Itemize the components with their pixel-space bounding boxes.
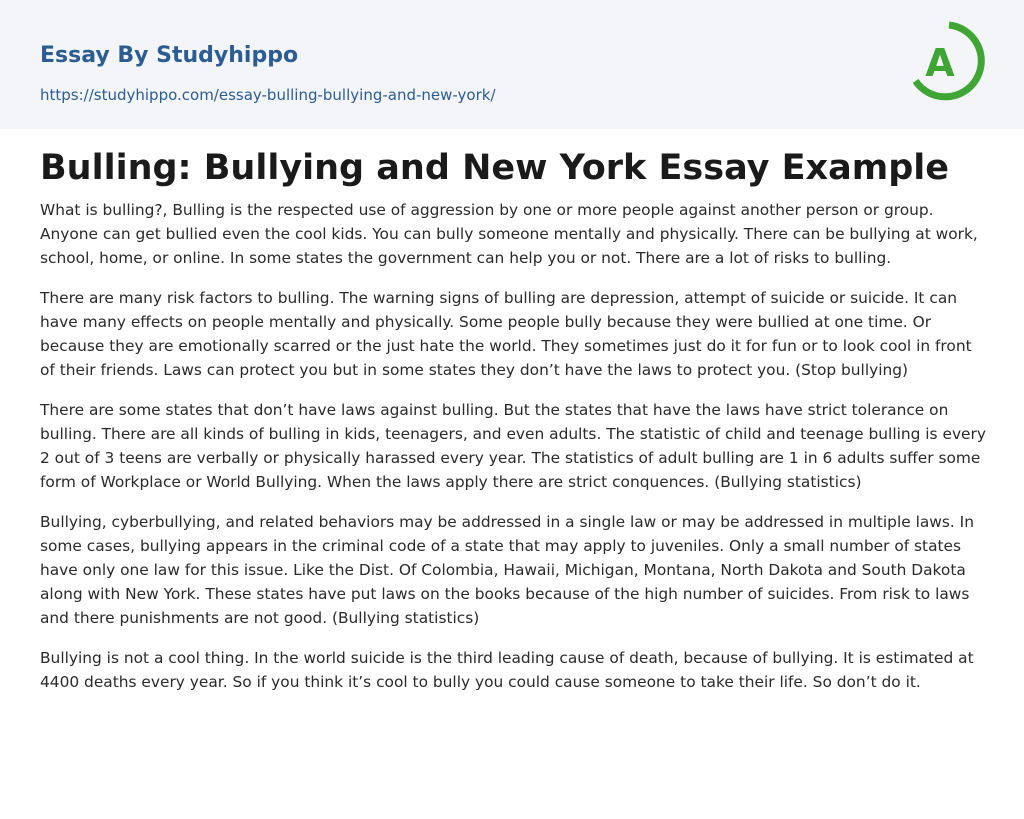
site-title[interactable]: Essay By Studyhippo [40,43,299,68]
paragraph: There are many risk factors to bulling. The warning signs of bulling are depression, attempt of suicide or suicide. It can have many effects on people mentally and physically. Some people bully because they were bullied at one time. Or because they are emotionally scarred or the just hate the world. They sometimes just do it for fun or to look cool in front of their friends. Laws can protect you but in some states they don’t have the laws to protect you. (Stop bullying) [40,289,972,379]
article [40,146,988,710]
paragraph: Bullying is not a cool thing. In the world suicide is the third leading cause of death, because of bullying. It is estimated at 4400 deaths every year. So if you think it’s cool to bully you could cause someone to take their life. So don’t do it. [40,649,974,691]
source-url-link[interactable]: https://studyhippo.com/essay-bulling-bullying-and-new-york/ [40,86,496,104]
page-title: Bulling: Bullying and New York Essay Example [40,148,949,188]
logo-letter: A [925,41,955,85]
paragraph: Bullying, cyberbullying, and related behaviors may be addressed in a single law or may be addressed in multiple laws. In some cases, bullying appears in the criminal code of a state that may apply to juveniles. Only a small number of states have only one law for this issue. Like the Dist. Of Colombia, Hawaii, Michigan, Montana, North Dakota and South Dakota along with New York. These states have put laws on the books because of the high number of suicides. From risk to laws and there punishments are not good. (Bullying statistics) [40,513,974,627]
paragraph: What is bulling?, Bulling is the respected use of aggression by one or more people against another person or group. Anyone can get bullied even the cool kids. You can bully someone mentally and physically. There can be bullying at work, school, home, or online. In some states the government can help you or not. There are a lot of risks to bulling. [40,201,978,267]
studyhippo-logo-icon[interactable] [913,19,985,105]
site-header [0,0,1024,129]
paragraph: There are some states that don’t have laws against bulling. But the states that have the laws have strict tolerance on bulling. There are all kinds of bulling in kids, teenagers, and even adults. The statistic of child and teenage bulling is every 2 out of 3 teens are verbally or physically harassed every year. The statistics of adult bulling are 1 in 6 adults suffer some form of Workplace or World Bullying. When the laws apply there are strict conquences. (Bullying statistics) [40,401,986,491]
